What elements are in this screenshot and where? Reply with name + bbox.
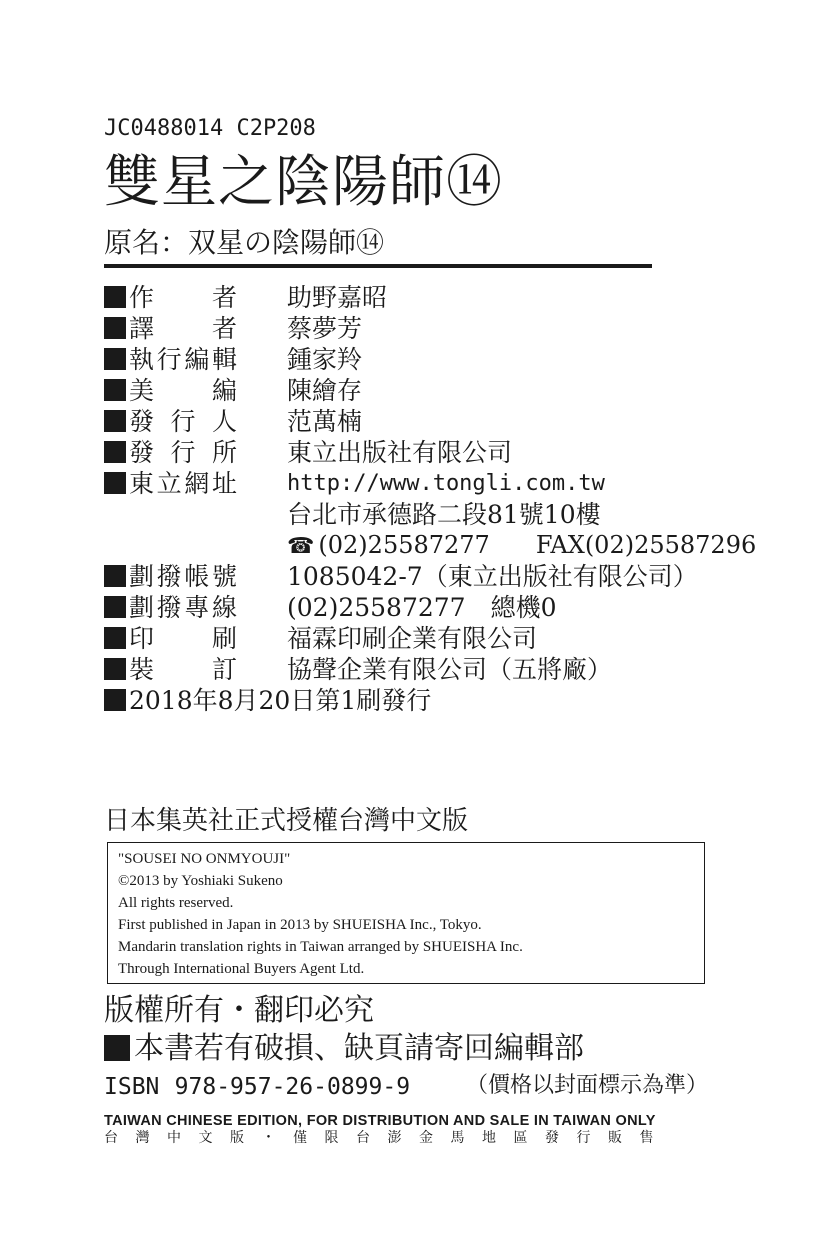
isbn-number: 978-957-26-0899-9: [174, 1074, 411, 1100]
bullet-square: [104, 627, 126, 649]
credit-label: 劃撥帳號: [129, 562, 237, 591]
credit-label: 譯 者: [129, 314, 237, 343]
credit-label: 美 編: [129, 376, 237, 405]
credit-label: 作 者: [129, 283, 237, 312]
credit-row-issuer: [104, 437, 764, 468]
bullet-square: [104, 596, 126, 618]
credit-row-designer: [104, 375, 764, 406]
license-line: ©2013 by Yoshiaki Sukeno: [118, 873, 283, 889]
bullet-square: [104, 565, 126, 587]
damage-notice: [104, 1030, 584, 1068]
license-box: [107, 842, 705, 984]
credit-row-printer: [104, 623, 764, 654]
credit-value: 范萬楠: [287, 407, 363, 436]
phone-number: (02)25587277: [318, 531, 490, 559]
credit-row-binder: [104, 654, 764, 685]
credit-value: 協聲企業有限公司（五將廠）: [287, 655, 613, 684]
telephone-icon: ☎: [287, 534, 315, 559]
edition-notice-zh: 台灣中文版・僅限台澎金馬地區發行販售: [104, 1130, 671, 1146]
credit-row-website: [104, 468, 764, 499]
damage-notice-text: 本書若有破損、缺頁請寄回編輯部: [134, 1031, 584, 1066]
credits-list: [104, 282, 764, 716]
credit-label: 裝 訂: [129, 655, 237, 684]
book-title: 雙星之陰陽師⑭: [104, 150, 503, 215]
fax-number: FAX(02)25587296: [535, 531, 757, 559]
bullet-square: [104, 379, 126, 401]
original-title: 原名：双星の陰陽師⑭: [104, 226, 385, 259]
credit-value: 福霖印刷企業有限公司: [287, 624, 538, 653]
bullet-square: [104, 689, 126, 711]
license-line: Mandarin translation rights in Taiwan arranged by SHUEISHA Inc.: [118, 939, 523, 955]
bullet-square: [104, 1035, 130, 1061]
credit-row-editor: [104, 344, 764, 375]
publish-date-row: [104, 685, 764, 716]
bullet-square: [104, 348, 126, 370]
credit-label: 東立網址: [129, 469, 237, 498]
credit-value: 助野嘉昭: [287, 283, 388, 312]
bullet-square: [104, 410, 126, 432]
license-line: Through International Buyers Agent Ltd.: [118, 961, 365, 977]
address-row: [104, 499, 764, 530]
credit-label: 印 刷: [129, 624, 237, 653]
credit-value: 東立出版社有限公司: [287, 438, 513, 467]
bullet-square: [104, 658, 126, 680]
publish-date: 2018年8月20日第1刷發行: [129, 686, 432, 715]
license-line: "SOUSEI NO ONMYOUJI": [118, 851, 291, 867]
edition-notice-en: TAIWAN CHINESE EDITION, FOR DISTRIBUTION AND SALE IN TAIWAN ONLY: [104, 1113, 656, 1129]
authorization-note: 日本集英社正式授權台灣中文版: [104, 806, 469, 836]
bullet-square: [104, 441, 126, 463]
credit-label: 發行所: [129, 438, 237, 467]
bullet-square: [104, 317, 126, 339]
credit-row-author: [104, 282, 764, 313]
credit-row-transfer-account: [104, 561, 764, 592]
price-note: （價格以封面標示為準）: [466, 1073, 709, 1098]
title-divider: [104, 264, 652, 268]
credit-value: (02)25587277 總機0: [287, 593, 557, 622]
license-line: First published in Japan in 2013 by SHUEISHA Inc., Tokyo.: [118, 917, 482, 933]
credit-value: 陳繪存: [287, 376, 363, 405]
credit-value: 1085042-7（東立出版社有限公司）: [287, 562, 698, 591]
credit-row-publisher: [104, 406, 764, 437]
credit-row-transfer-line: [104, 592, 764, 623]
street-address: 台北市承德路二段81號10樓: [287, 500, 601, 529]
copyright-notice: 版權所有・翻印必究: [104, 993, 374, 1028]
bullet-square: [104, 286, 126, 308]
website-link[interactable]: http://www.tongli.com.tw: [287, 471, 605, 496]
isbn-label: ISBN: [104, 1074, 160, 1100]
bullet-square: [104, 472, 126, 494]
credit-row-translator: [104, 313, 764, 344]
license-line: All rights reserved.: [118, 895, 234, 911]
credit-value: 蔡夢芳: [287, 314, 363, 343]
product-code: JC0488014 C2P208: [104, 116, 316, 141]
isbn-line: [104, 1070, 709, 1103]
credit-label: 執行編輯: [129, 345, 237, 374]
contact-row: [104, 530, 764, 561]
credit-value: 鍾家羚: [287, 345, 363, 374]
credit-label: 劃撥專線: [129, 593, 237, 622]
credit-label: 發行人: [129, 407, 237, 436]
contact-line: [287, 530, 756, 562]
